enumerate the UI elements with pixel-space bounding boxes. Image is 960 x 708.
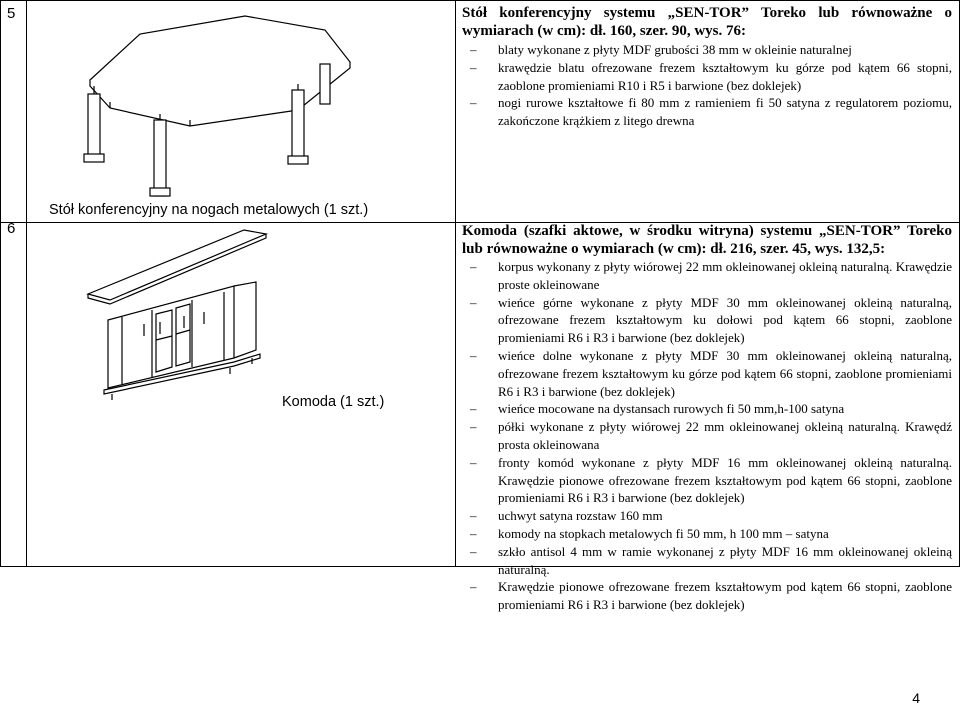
list-item: – korpus wykonany z płyty wiórowej 22 mm okleinowanej okleiną naturalną. Krawędzie proste okleinowane — [462, 258, 952, 294]
spec-list — [462, 258, 952, 614]
list-item: – uchwyt satyna rozstaw 160 mm — [462, 507, 952, 525]
list-item: – wieńce mocowane na dystansach rurowych fi 50 mm,h-100 satyna — [462, 400, 952, 418]
row-number: 5 — [7, 5, 16, 22]
list-item: – komody na stopkach metalowych fi 50 mm, h 100 mm – satyna — [462, 525, 952, 543]
spec-list — [462, 41, 952, 130]
item-title: Stół konferencyjny systemu „SEN-TOR” Toreko lub równoważne o wymiarach (w cm): dł. 160, szer. 90, wys. 76: — [462, 5, 952, 39]
item-title: Komoda (szafki aktowe, w środku witryna) systemu „SEN-TOR” Toreko lub równoważne o wymiarach (w cm): dł. 216, szer. 45, wys. 132,5: — [462, 223, 952, 257]
row-number: 6 — [7, 220, 16, 237]
list-item: – półki wykonane z płyty wiórowej 22 mm okleinowanej okleiną naturalną. Krawędź prosta okleinowana — [462, 418, 952, 454]
conference-table-drawing — [70, 2, 390, 202]
list-item: – nogi rurowe kształtowe fi 80 mm z ramieniem fi 50 satyna z regulatorem poziomu, zakończone krążkiem z litego drewna — [462, 94, 952, 130]
column-divider — [455, 0, 456, 567]
image-caption: Komoda (1 szt.) — [282, 394, 385, 410]
list-item: – wieńce górne wykonane z płyty MDF 30 mm okleinowanej okleiną naturalną, ofrezowane frezem kształtowym ku dołowi pod kątem 66 stopni, zaoblone promieniami R6 i R3 i barwione (bez doklejek) — [462, 294, 952, 347]
list-item: – szkło antisol 4 mm w ramie wykonanej z płyty MDF 16 mm okleinowanej okleiną naturalną. — [462, 543, 952, 579]
table-border-left — [0, 0, 1, 567]
list-item: – krawędzie blatu ofrezowane frezem kształtowym ku górze pod kątem 66 stopni, zaoblone promieniami R10 i R5 i barwione (bez doklejek) — [462, 59, 952, 95]
list-item: – Krawędzie pionowe ofrezowane frezem kształtowym pod kątem 66 stopni, zaoblone promieniami R6 i R3 i barwione (bez doklejek) — [462, 578, 952, 614]
column-divider — [26, 0, 27, 567]
list-item: – fronty komód wykonane z płyty MDF 16 mm okleinowanej okleiną naturalną. Krawędzie pionowe ofrezowane frezem kształtowym pod kątem 66 stopni, zaoblone promieniami R6 i R3 i barwione (bez doklejek) — [462, 454, 952, 507]
list-item: – wieńce dolne wykonane z płyty MDF 30 mm okleinowanej okleiną naturalną, ofrezowane frezem kształtowym ku górze pod kątem 66 stopni, zaoblone promieniami R6 i R3 i barwione (bez doklejek) — [462, 347, 952, 400]
list-item: – blaty wykonane z płyty MDF grubości 38 mm w okleinie naturalnej — [462, 41, 952, 59]
page-number: 4 — [912, 690, 920, 706]
table-border-top — [0, 0, 960, 1]
sideboard-drawing — [84, 222, 274, 402]
image-caption: Stół konferencyjny na nogach metalowych (1 szt.) — [49, 202, 369, 218]
